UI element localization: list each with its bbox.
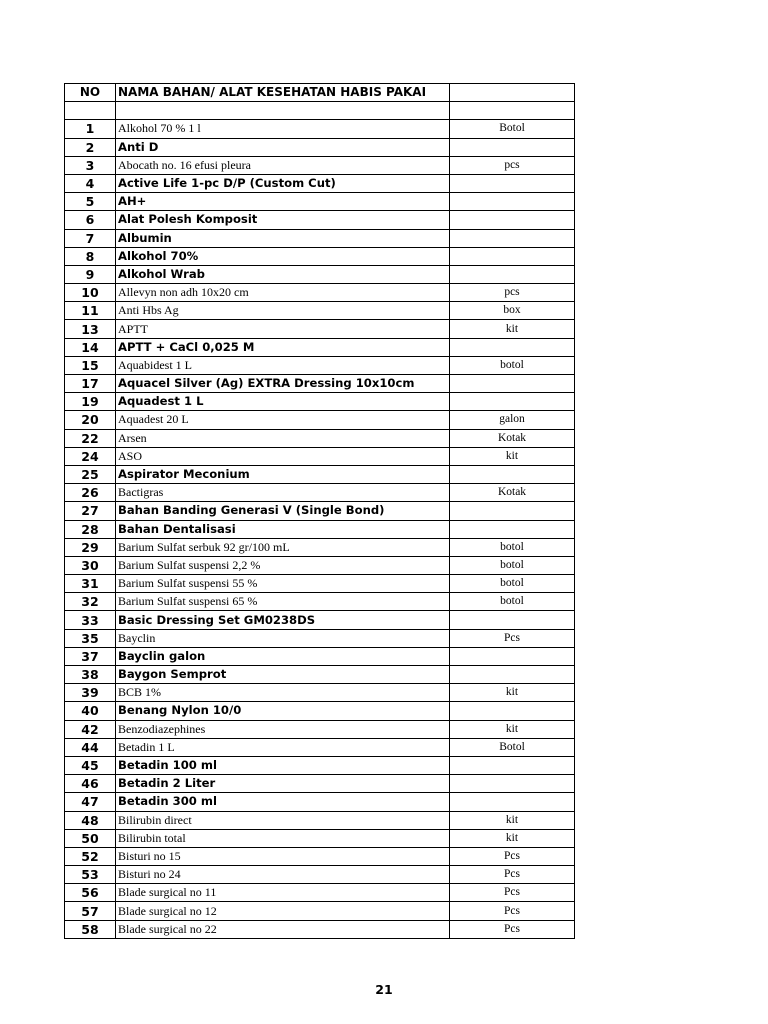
table-row bbox=[65, 211, 575, 229]
item-name: Benang Nylon 10/0 bbox=[116, 702, 450, 720]
row-number: 20 bbox=[65, 411, 116, 429]
row-number: 38 bbox=[65, 666, 116, 684]
row-number: 24 bbox=[65, 447, 116, 465]
table-body bbox=[65, 84, 575, 939]
table-row bbox=[65, 520, 575, 538]
item-name: Allevyn non adh 10x20 cm bbox=[116, 284, 450, 302]
item-name: Aquabidest 1 L bbox=[116, 356, 450, 374]
table-row bbox=[65, 538, 575, 556]
item-name: Bahan Dentalisasi bbox=[116, 520, 450, 538]
row-number: 31 bbox=[65, 575, 116, 593]
row-number: 1 bbox=[65, 120, 116, 138]
row-number: 30 bbox=[65, 556, 116, 574]
table-row bbox=[65, 229, 575, 247]
item-unit bbox=[450, 756, 575, 774]
item-unit: Pcs bbox=[450, 847, 575, 865]
table-row bbox=[65, 447, 575, 465]
table-row bbox=[65, 375, 575, 393]
row-number: 15 bbox=[65, 356, 116, 374]
item-name: Bisturi no 15 bbox=[116, 847, 450, 865]
blank-cell bbox=[65, 102, 116, 120]
row-number: 25 bbox=[65, 465, 116, 483]
row-number: 10 bbox=[65, 284, 116, 302]
item-name: Abocath no. 16 efusi pleura bbox=[116, 156, 450, 174]
table-row bbox=[65, 502, 575, 520]
item-unit: botol bbox=[450, 356, 575, 374]
item-name: Barium Sulfat suspensi 55 % bbox=[116, 575, 450, 593]
table-row bbox=[65, 556, 575, 574]
row-number: 50 bbox=[65, 829, 116, 847]
table-row bbox=[65, 138, 575, 156]
table-row bbox=[65, 247, 575, 265]
table-row bbox=[65, 902, 575, 920]
item-unit bbox=[450, 138, 575, 156]
row-number: 57 bbox=[65, 902, 116, 920]
row-number: 6 bbox=[65, 211, 116, 229]
row-number: 33 bbox=[65, 611, 116, 629]
item-name: ASO bbox=[116, 447, 450, 465]
row-number: 17 bbox=[65, 375, 116, 393]
item-unit bbox=[450, 502, 575, 520]
table-row bbox=[65, 429, 575, 447]
row-number: 7 bbox=[65, 229, 116, 247]
item-unit bbox=[450, 265, 575, 283]
item-unit: pcs bbox=[450, 284, 575, 302]
item-unit: botol bbox=[450, 556, 575, 574]
item-name: Anti D bbox=[116, 138, 450, 156]
item-name: Active Life 1-pc D/P (Custom Cut) bbox=[116, 174, 450, 192]
item-unit: pcs bbox=[450, 156, 575, 174]
table-row bbox=[65, 156, 575, 174]
item-unit bbox=[450, 465, 575, 483]
item-unit: botol bbox=[450, 575, 575, 593]
supplies-table bbox=[64, 83, 575, 939]
table-row bbox=[65, 575, 575, 593]
item-unit bbox=[450, 393, 575, 411]
item-name: Bayclin galon bbox=[116, 647, 450, 665]
item-unit bbox=[450, 702, 575, 720]
row-number: 44 bbox=[65, 738, 116, 756]
row-number: 2 bbox=[65, 138, 116, 156]
row-number: 39 bbox=[65, 684, 116, 702]
row-number: 5 bbox=[65, 193, 116, 211]
row-number: 52 bbox=[65, 847, 116, 865]
row-number: 48 bbox=[65, 811, 116, 829]
blank-cell bbox=[450, 102, 575, 120]
item-unit bbox=[450, 666, 575, 684]
row-number: 35 bbox=[65, 629, 116, 647]
item-unit bbox=[450, 793, 575, 811]
row-number: 32 bbox=[65, 593, 116, 611]
item-name: Barium Sulfat serbuk 92 gr/100 mL bbox=[116, 538, 450, 556]
row-number: 9 bbox=[65, 265, 116, 283]
item-name: AH+ bbox=[116, 193, 450, 211]
item-unit: Kotak bbox=[450, 429, 575, 447]
table-row bbox=[65, 338, 575, 356]
item-name: Aquadest 1 L bbox=[116, 393, 450, 411]
row-number: 47 bbox=[65, 793, 116, 811]
item-name: Benzodiazephines bbox=[116, 720, 450, 738]
item-name: Alkohol Wrab bbox=[116, 265, 450, 283]
row-number: 4 bbox=[65, 174, 116, 192]
item-name: Betadin 2 Liter bbox=[116, 775, 450, 793]
table-row bbox=[65, 465, 575, 483]
item-unit: Pcs bbox=[450, 920, 575, 938]
row-number: 28 bbox=[65, 520, 116, 538]
row-number: 27 bbox=[65, 502, 116, 520]
table-row bbox=[65, 884, 575, 902]
item-name: Barium Sulfat suspensi 65 % bbox=[116, 593, 450, 611]
table-row bbox=[65, 666, 575, 684]
table-row bbox=[65, 120, 575, 138]
item-unit: Pcs bbox=[450, 902, 575, 920]
table-row bbox=[65, 793, 575, 811]
item-name: APTT bbox=[116, 320, 450, 338]
table-row bbox=[65, 811, 575, 829]
row-number: 3 bbox=[65, 156, 116, 174]
table-row bbox=[65, 593, 575, 611]
item-name: Bayclin bbox=[116, 629, 450, 647]
row-number: 42 bbox=[65, 720, 116, 738]
item-name: Aquadest 20 L bbox=[116, 411, 450, 429]
item-name: Baygon Semprot bbox=[116, 666, 450, 684]
item-unit: kit bbox=[450, 829, 575, 847]
table-row bbox=[65, 629, 575, 647]
table-row bbox=[65, 720, 575, 738]
item-unit: kit bbox=[450, 320, 575, 338]
item-unit: box bbox=[450, 302, 575, 320]
row-number: 8 bbox=[65, 247, 116, 265]
item-name: Barium Sulfat suspensi 2,2 % bbox=[116, 556, 450, 574]
item-name: Alkohol 70 % 1 l bbox=[116, 120, 450, 138]
page-number: 21 bbox=[375, 982, 393, 997]
item-name: Aspirator Meconium bbox=[116, 465, 450, 483]
item-name: Betadin 300 ml bbox=[116, 793, 450, 811]
item-unit: Botol bbox=[450, 738, 575, 756]
row-number: 13 bbox=[65, 320, 116, 338]
item-unit bbox=[450, 193, 575, 211]
item-name: Bahan Banding Generasi V (Single Bond) bbox=[116, 502, 450, 520]
item-name: Alat Polesh Komposit bbox=[116, 211, 450, 229]
table-row bbox=[65, 265, 575, 283]
table-row bbox=[65, 320, 575, 338]
header-name: NAMA BAHAN/ ALAT KESEHATAN HABIS PAKAI bbox=[116, 84, 450, 102]
row-number: 45 bbox=[65, 756, 116, 774]
table-row bbox=[65, 920, 575, 938]
table-row bbox=[65, 611, 575, 629]
item-unit bbox=[450, 174, 575, 192]
table-row bbox=[65, 847, 575, 865]
item-name: Blade surgical no 22 bbox=[116, 920, 450, 938]
row-number: 22 bbox=[65, 429, 116, 447]
item-unit: Pcs bbox=[450, 884, 575, 902]
row-number: 56 bbox=[65, 884, 116, 902]
header-unit bbox=[450, 84, 575, 102]
item-unit: botol bbox=[450, 538, 575, 556]
item-name: Bactigras bbox=[116, 484, 450, 502]
item-name: Betadin 100 ml bbox=[116, 756, 450, 774]
table-header-row bbox=[65, 84, 575, 102]
table-row bbox=[65, 647, 575, 665]
header-no: NO bbox=[65, 84, 116, 102]
item-name: Anti Hbs Ag bbox=[116, 302, 450, 320]
item-name: Aquacel Silver (Ag) EXTRA Dressing 10x10cm bbox=[116, 375, 450, 393]
item-name: Blade surgical no 11 bbox=[116, 884, 450, 902]
table-row bbox=[65, 829, 575, 847]
row-number: 53 bbox=[65, 866, 116, 884]
item-name: Betadin 1 L bbox=[116, 738, 450, 756]
item-unit: Botol bbox=[450, 120, 575, 138]
item-name: APTT + CaCl 0,025 M bbox=[116, 338, 450, 356]
table-row bbox=[65, 193, 575, 211]
item-unit: Pcs bbox=[450, 629, 575, 647]
item-name: Blade surgical no 12 bbox=[116, 902, 450, 920]
table-row bbox=[65, 866, 575, 884]
item-unit: botol bbox=[450, 593, 575, 611]
table-row bbox=[65, 756, 575, 774]
item-unit: Kotak bbox=[450, 484, 575, 502]
table-row bbox=[65, 393, 575, 411]
row-number: 37 bbox=[65, 647, 116, 665]
item-unit: kit bbox=[450, 720, 575, 738]
row-number: 11 bbox=[65, 302, 116, 320]
item-unit: kit bbox=[450, 447, 575, 465]
item-name: Arsen bbox=[116, 429, 450, 447]
row-number: 40 bbox=[65, 702, 116, 720]
table-row bbox=[65, 411, 575, 429]
table-row bbox=[65, 484, 575, 502]
row-number: 29 bbox=[65, 538, 116, 556]
item-name: Basic Dressing Set GM0238DS bbox=[116, 611, 450, 629]
row-number: 19 bbox=[65, 393, 116, 411]
item-unit bbox=[450, 520, 575, 538]
table-row bbox=[65, 356, 575, 374]
row-number: 26 bbox=[65, 484, 116, 502]
table-row bbox=[65, 302, 575, 320]
blank-cell bbox=[116, 102, 450, 120]
table-row bbox=[65, 738, 575, 756]
item-unit bbox=[450, 611, 575, 629]
item-name: Alkohol 70% bbox=[116, 247, 450, 265]
item-unit bbox=[450, 775, 575, 793]
item-unit: Pcs bbox=[450, 866, 575, 884]
row-number: 46 bbox=[65, 775, 116, 793]
row-number: 58 bbox=[65, 920, 116, 938]
table-row bbox=[65, 174, 575, 192]
table-row bbox=[65, 775, 575, 793]
item-unit bbox=[450, 229, 575, 247]
item-name: Bilirubin direct bbox=[116, 811, 450, 829]
item-unit bbox=[450, 375, 575, 393]
item-unit: kit bbox=[450, 811, 575, 829]
item-unit bbox=[450, 211, 575, 229]
item-name: BCB 1% bbox=[116, 684, 450, 702]
row-number: 14 bbox=[65, 338, 116, 356]
item-name: Bilirubin total bbox=[116, 829, 450, 847]
item-name: Albumin bbox=[116, 229, 450, 247]
item-unit: galon bbox=[450, 411, 575, 429]
item-unit bbox=[450, 647, 575, 665]
item-unit bbox=[450, 247, 575, 265]
blank-row bbox=[65, 102, 575, 120]
item-unit bbox=[450, 338, 575, 356]
table-row bbox=[65, 284, 575, 302]
table-row bbox=[65, 684, 575, 702]
table-row bbox=[65, 702, 575, 720]
item-name: Bisturi no 24 bbox=[116, 866, 450, 884]
item-unit: kit bbox=[450, 684, 575, 702]
